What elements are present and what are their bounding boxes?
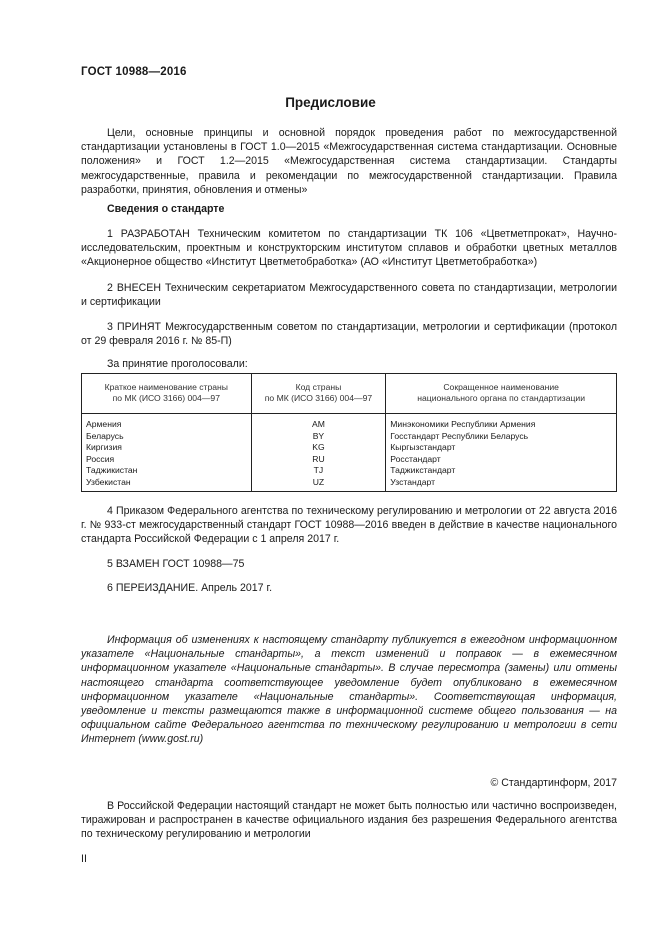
page-number: II [81, 853, 87, 865]
item-2-paragraph: 2 ВНЕСЕН Техническим секретариатом Межгосударственного совета по стандартизации, метрологии и сертификации [81, 282, 617, 309]
table-cell: BY [251, 431, 386, 443]
table-cell: Госстандарт Республики Беларусь [386, 431, 617, 443]
table-cell: Узстандарт [386, 477, 617, 492]
vote-label: За принятие проголосовали: [107, 358, 248, 370]
voting-table [81, 373, 617, 492]
info-heading: Сведения о стандарте [107, 203, 225, 215]
table-cell: UZ [251, 477, 386, 492]
table-header-country: Краткое наименование страны по МК (ИСО 3166) 004—97 [82, 374, 252, 414]
copyright-line: © Стандартинформ, 2017 [490, 777, 617, 789]
amendments-info-note: Информация об изменениях к настоящему стандарту публикуется в ежегодном информационном указателе «Национальные стандарты», а текст изменений и поправок — в ежемесячном информационном указателе «Национальные стандарты». В случае пересмотра (замены) или отмены настоящего стандарта соответствующее уведомление будет опубликовано в ежемесячном информационном указателе «Национальные стандарты». Соответствующая информация, уведомление и тексты размещаются также в информационной системе общего пользования — на официальном сайте Федерального агентства по техническому регулированию и метрологии в сети Интернет (www.gost.ru) [81, 634, 617, 746]
table-cell: Беларусь [82, 431, 252, 443]
table-row [82, 465, 617, 477]
table-cell: TJ [251, 465, 386, 477]
item-6-paragraph: 6 ПЕРЕИЗДАНИЕ. Апрель 2017 г. [107, 582, 273, 594]
table-cell: Таджикстандарт [386, 465, 617, 477]
table-row [82, 442, 617, 454]
table-cell: KG [251, 442, 386, 454]
item-4-paragraph: 4 Приказом Федерального агентства по техническому регулированию и метрологии от 22 августа 2016 г. № 933-ст межгосударственный стандарт ГОСТ 10988—2016 введен в действие в качестве национального стандарта Российской Федерации с 1 апреля 2017 г. [81, 505, 617, 546]
table-cell: AM [251, 414, 386, 431]
table-header-code: Код страны по МК (ИСО 3166) 004—97 [251, 374, 386, 414]
table-header-body: Сокращенное наименование национального органа по стандартизации [386, 374, 617, 414]
table-cell: Узбекистан [82, 477, 252, 492]
table-row [82, 454, 617, 466]
table-row [82, 431, 617, 443]
table-row [82, 414, 617, 431]
item-5-paragraph: 5 ВЗАМЕН ГОСТ 10988—75 [107, 558, 245, 570]
table-cell: Киргизия [82, 442, 252, 454]
intro-paragraph: Цели, основные принципы и основной порядок проведения работ по межгосударственной стандартизации установлены в ГОСТ 1.0—2015 «Межгосударственная система стандартизации. Основные положения» и ГОСТ 1.2—2015 «Межгосударственная система стандартизации. Стандарты межгосударственные, правила и рекомендации по межгосударственной стандартизации. Правила разработки, принятия, обновления и отмены» [81, 127, 617, 196]
standard-code-header: ГОСТ 10988—2016 [81, 66, 187, 78]
item-1-paragraph: 1 РАЗРАБОТАН Техническим комитетом по стандартизации ТК 106 «Цветметпрокат», Научно-исследовательским, проектным и конструкторским институтом сплавов и обработки цветных металлов «Акционерное общество «Институт Цветметобработка» (АО «Институт Цветметобработка») [81, 228, 617, 269]
table-cell: RU [251, 454, 386, 466]
table-row [82, 477, 617, 492]
table-cell: Кыргызстандарт [386, 442, 617, 454]
table-cell: Таджикистан [82, 465, 252, 477]
item-3-paragraph: 3 ПРИНЯТ Межгосударственным советом по стандартизации, метрологии и сертификации (протокол от 29 февраля 2016 г. № 85-П) [81, 321, 617, 348]
table-cell: Россия [82, 454, 252, 466]
table-cell: Минэкономики Республики Армения [386, 414, 617, 431]
table-cell: Армения [82, 414, 252, 431]
page-title: Предисловие [285, 95, 376, 110]
legal-notice: В Российской Федерации настоящий стандарт не может быть полностью или частично воспроизведен, тиражирован и распространен в качестве официального издания без разрешения Федерального агентства по техническому регулированию и метрологии [81, 800, 617, 841]
table-cell: Росстандарт [386, 454, 617, 466]
